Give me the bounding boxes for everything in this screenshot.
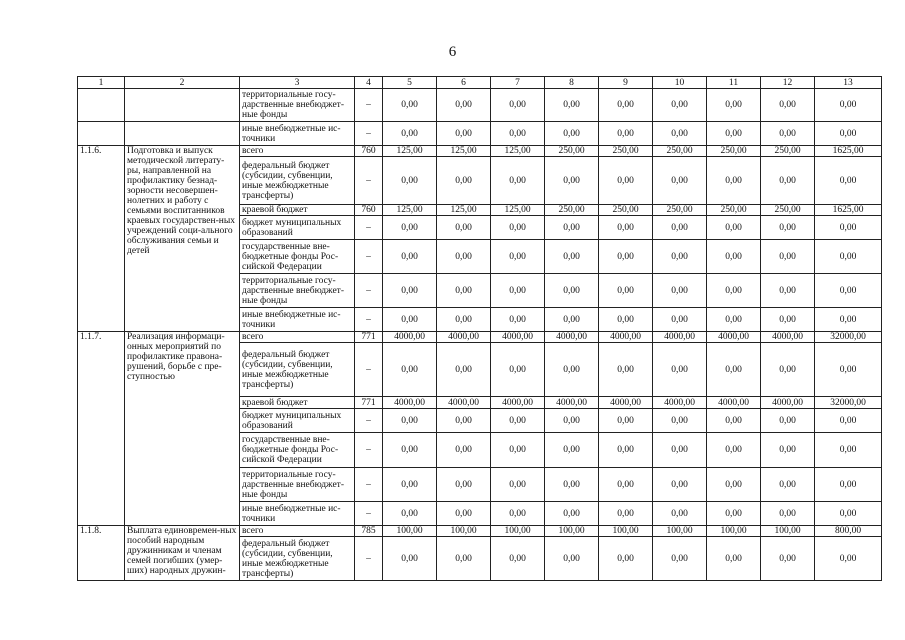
column-header: 8 [545,77,599,89]
code-cell: – [355,343,383,397]
value-cell: 0,00 [383,537,437,581]
value-cell: 250,00 [599,146,653,157]
value-cell: 100,00 [707,526,761,537]
value-cell: 100,00 [761,526,815,537]
value-cell: 0,00 [383,433,437,468]
column-header: 9 [599,77,653,89]
value-cell: 250,00 [545,205,599,216]
value-cell: 125,00 [383,205,437,216]
funding-source: федеральный бюджет (субсидии, субвенции, иные межбюджетные трансферты) [240,537,355,581]
value-cell: 0,00 [437,537,491,581]
code-cell: – [355,216,383,240]
funding-source: федеральный бюджет (субсидии, субвенции, иные межбюджетные трансферты) [240,157,355,205]
value-cell: 0,00 [815,274,882,308]
value-cell: 0,00 [383,122,437,146]
value-cell: 250,00 [599,205,653,216]
value-cell: 250,00 [761,205,815,216]
value-cell: 0,00 [491,274,545,308]
value-cell: 100,00 [383,526,437,537]
item-code [78,89,125,122]
value-cell: 4000,00 [599,332,653,343]
column-header: 13 [815,77,882,89]
table-row [78,146,882,157]
value-cell: 4000,00 [653,332,707,343]
value-cell: 0,00 [707,216,761,240]
value-cell: 0,00 [437,343,491,397]
code-cell: – [355,433,383,468]
column-header: 7 [491,77,545,89]
value-cell: 0,00 [707,468,761,502]
funding-source: иные внебюджетные ис-точники [240,502,355,526]
value-cell: 4000,00 [491,397,545,409]
value-cell: 0,00 [707,343,761,397]
value-cell: 0,00 [707,240,761,274]
value-cell: 4000,00 [707,397,761,409]
funding-source: территориальные госу-дарственные внебюджет-ные фонды [240,468,355,502]
item-code: 1.1.8. [78,526,125,581]
funding-source: краевой бюджет [240,205,355,216]
value-cell: 1625,00 [815,146,882,157]
value-cell: 0,00 [761,122,815,146]
value-cell: 0,00 [599,216,653,240]
table-row [78,332,882,343]
value-cell: 4000,00 [545,397,599,409]
value-cell: 4000,00 [761,397,815,409]
code-cell: 771 [355,397,383,409]
value-cell: 0,00 [545,468,599,502]
value-cell: 4000,00 [653,397,707,409]
value-cell: 0,00 [437,122,491,146]
value-cell: 0,00 [761,343,815,397]
value-cell: 0,00 [383,157,437,205]
item-name [125,89,240,122]
value-cell: 0,00 [815,157,882,205]
value-cell: 4000,00 [761,332,815,343]
value-cell: 0,00 [761,216,815,240]
value-cell: 0,00 [545,89,599,122]
value-cell: 0,00 [815,468,882,502]
value-cell: 0,00 [383,308,437,332]
funding-source: федеральный бюджет (субсидии, субвенции, иные межбюджетные трансферты) [240,343,355,397]
value-cell: 0,00 [599,433,653,468]
value-cell: 4000,00 [383,397,437,409]
value-cell: 0,00 [815,433,882,468]
code-cell: 771 [355,332,383,343]
value-cell: 0,00 [545,537,599,581]
value-cell: 0,00 [707,308,761,332]
value-cell: 32000,00 [815,397,882,409]
code-cell: 785 [355,526,383,537]
column-header: 10 [653,77,707,89]
value-cell: 0,00 [437,468,491,502]
value-cell: 0,00 [437,89,491,122]
item-code: 1.1.7. [78,332,125,526]
funding-source: всего [240,526,355,537]
value-cell: 0,00 [383,343,437,397]
value-cell: 32000,00 [815,332,882,343]
code-cell: – [355,274,383,308]
item-name: Подготовка и выпуск методической литерату-ры, направленной на профилактику безнад-зорности несовершен-нолетних и работу с семьями воспитанников краевых государствен-ных учреждений соци-ального обслуживания семьи и детей [125,146,240,332]
value-cell: 0,00 [599,89,653,122]
value-cell: 4000,00 [491,332,545,343]
funding-source: иные внебюджетные ис-точники [240,122,355,146]
value-cell: 0,00 [653,502,707,526]
value-cell: 0,00 [653,157,707,205]
value-cell: 0,00 [383,240,437,274]
value-cell: 250,00 [707,146,761,157]
value-cell: 0,00 [815,409,882,433]
value-cell: 0,00 [437,502,491,526]
value-cell: 0,00 [599,409,653,433]
value-cell: 0,00 [383,468,437,502]
funding-source: бюджет муниципальных образований [240,216,355,240]
code-cell: – [355,502,383,526]
value-cell: 0,00 [437,409,491,433]
funding-source: всего [240,332,355,343]
value-cell: 0,00 [653,468,707,502]
value-cell: 0,00 [707,274,761,308]
value-cell: 0,00 [707,409,761,433]
item-name: Реализация информаци-онных мероприятий по профилактике правона-рушений, борьбе с пре-ступностью [125,332,240,526]
value-cell: 0,00 [437,274,491,308]
value-cell: 0,00 [437,240,491,274]
value-cell: 125,00 [437,146,491,157]
value-cell: 0,00 [491,308,545,332]
value-cell: 0,00 [599,274,653,308]
value-cell: 0,00 [599,537,653,581]
value-cell: 0,00 [491,157,545,205]
value-cell: 0,00 [545,343,599,397]
value-cell: 0,00 [437,308,491,332]
value-cell: 0,00 [815,308,882,332]
value-cell: 0,00 [761,468,815,502]
table-row [78,526,882,537]
value-cell: 0,00 [599,468,653,502]
value-cell: 0,00 [545,274,599,308]
code-cell: 760 [355,146,383,157]
value-cell: 0,00 [815,343,882,397]
value-cell: 250,00 [707,205,761,216]
value-cell: 0,00 [707,89,761,122]
value-cell: 0,00 [545,122,599,146]
value-cell: 0,00 [815,537,882,581]
value-cell: 100,00 [491,526,545,537]
funding-source: бюджет муниципальных образований [240,409,355,433]
value-cell: 0,00 [653,433,707,468]
value-cell: 0,00 [383,409,437,433]
value-cell: 0,00 [815,216,882,240]
value-cell: 0,00 [707,502,761,526]
value-cell: 0,00 [815,240,882,274]
value-cell: 0,00 [437,157,491,205]
table-row [78,122,882,146]
value-cell: 4000,00 [599,397,653,409]
funding-source: государственные вне-бюджетные фонды Рос-сийской Федерации [240,433,355,468]
value-cell: 125,00 [383,146,437,157]
value-cell: 125,00 [491,146,545,157]
value-cell: 0,00 [653,240,707,274]
value-cell: 0,00 [491,433,545,468]
value-cell: 0,00 [545,308,599,332]
value-cell: 0,00 [761,537,815,581]
value-cell: 800,00 [815,526,882,537]
value-cell: 0,00 [599,502,653,526]
value-cell: 0,00 [653,308,707,332]
table-row [78,89,882,122]
item-code [78,122,125,146]
value-cell: 4000,00 [383,332,437,343]
column-header: 4 [355,77,383,89]
code-cell: – [355,537,383,581]
value-cell: 250,00 [761,146,815,157]
column-header: 1 [78,77,125,89]
value-cell: 125,00 [437,205,491,216]
code-cell: – [355,308,383,332]
value-cell: 4000,00 [437,397,491,409]
value-cell: 0,00 [437,216,491,240]
value-cell: 0,00 [491,537,545,581]
value-cell: 0,00 [653,89,707,122]
value-cell: 0,00 [653,343,707,397]
code-cell: – [355,157,383,205]
column-header: 11 [707,77,761,89]
column-header: 2 [125,77,240,89]
value-cell: 100,00 [437,526,491,537]
value-cell: 0,00 [599,122,653,146]
value-cell: 0,00 [707,122,761,146]
value-cell: 125,00 [491,205,545,216]
value-cell: 250,00 [653,146,707,157]
value-cell: 0,00 [761,240,815,274]
budget-table [77,76,882,581]
value-cell: 0,00 [545,409,599,433]
value-cell: 100,00 [545,526,599,537]
value-cell: 0,00 [383,274,437,308]
value-cell: 0,00 [545,502,599,526]
item-name [125,122,240,146]
funding-source: всего [240,146,355,157]
value-cell: 0,00 [761,433,815,468]
header-row [78,77,882,89]
value-cell: 0,00 [599,308,653,332]
value-cell: 0,00 [383,89,437,122]
value-cell: 0,00 [761,409,815,433]
value-cell: 0,00 [707,537,761,581]
value-cell: 0,00 [491,216,545,240]
item-code: 1.1.6. [78,146,125,332]
value-cell: 250,00 [545,146,599,157]
value-cell: 0,00 [545,216,599,240]
value-cell: 0,00 [707,433,761,468]
code-cell: – [355,468,383,502]
value-cell: 0,00 [491,240,545,274]
value-cell: 4000,00 [707,332,761,343]
value-cell: 0,00 [437,433,491,468]
code-cell: – [355,409,383,433]
value-cell: 0,00 [761,157,815,205]
column-header: 3 [240,77,355,89]
column-header: 5 [383,77,437,89]
funding-source: государственные вне-бюджетные фонды Рос-сийской Федерации [240,240,355,274]
value-cell: 100,00 [599,526,653,537]
value-cell: 0,00 [491,502,545,526]
value-cell: 0,00 [653,274,707,308]
value-cell: 4000,00 [437,332,491,343]
value-cell: 100,00 [653,526,707,537]
value-cell: 0,00 [491,409,545,433]
value-cell: 1625,00 [815,205,882,216]
value-cell: 0,00 [815,502,882,526]
code-cell: – [355,240,383,274]
value-cell: 0,00 [599,343,653,397]
value-cell: 0,00 [545,157,599,205]
value-cell: 0,00 [491,343,545,397]
value-cell: 0,00 [653,409,707,433]
value-cell: 0,00 [653,122,707,146]
column-header: 6 [437,77,491,89]
value-cell: 0,00 [761,502,815,526]
value-cell: 0,00 [815,122,882,146]
value-cell: 0,00 [599,240,653,274]
code-cell: – [355,122,383,146]
value-cell: 0,00 [383,502,437,526]
value-cell: 0,00 [383,216,437,240]
value-cell: 4000,00 [545,332,599,343]
value-cell: 0,00 [707,157,761,205]
funding-source: краевой бюджет [240,397,355,409]
value-cell: 0,00 [491,89,545,122]
value-cell: 0,00 [761,308,815,332]
item-name: Выплата единовремен-ных пособий народным дружинникам и членам семей погибших (умер-ших) народных дружин- [125,526,240,581]
value-cell: 0,00 [653,216,707,240]
value-cell: 0,00 [545,240,599,274]
value-cell: 0,00 [815,89,882,122]
value-cell: 0,00 [653,537,707,581]
value-cell: 0,00 [491,468,545,502]
column-header: 12 [761,77,815,89]
value-cell: 0,00 [761,89,815,122]
funding-source: иные внебюджетные ис-точники [240,308,355,332]
funding-source: территориальные госу-дарственные внебюджет-ные фонды [240,274,355,308]
value-cell: 0,00 [545,433,599,468]
value-cell: 250,00 [653,205,707,216]
value-cell: 0,00 [491,122,545,146]
code-cell: 760 [355,205,383,216]
page-number: 6 [448,44,457,60]
funding-source: территориальные госу-дарственные внебюджет-ные фонды [240,89,355,122]
value-cell: 0,00 [761,274,815,308]
code-cell: – [355,89,383,122]
value-cell: 0,00 [599,157,653,205]
